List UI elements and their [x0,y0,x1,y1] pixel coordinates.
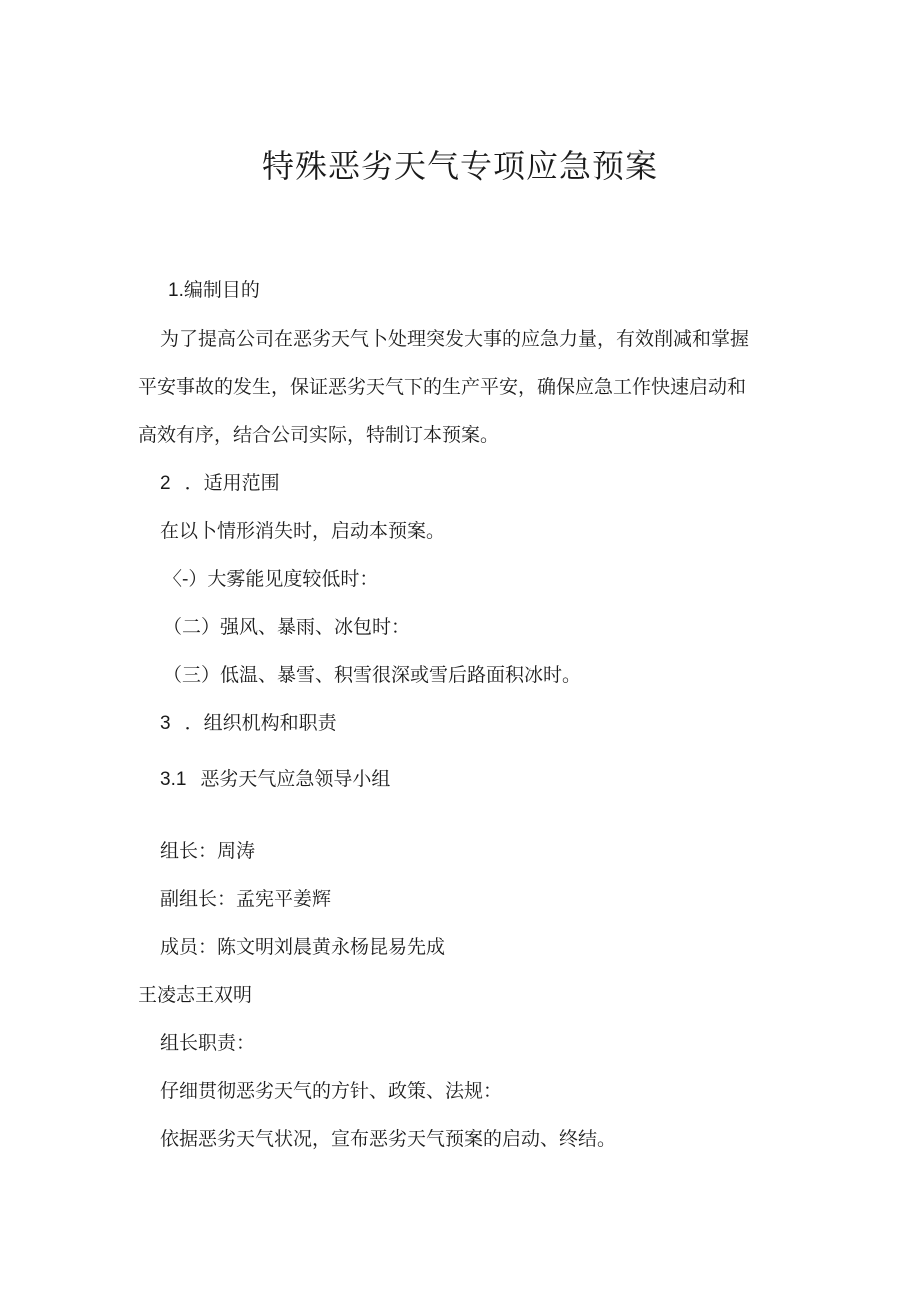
section-1-heading: 1.编制目的 [168,280,260,301]
section-1-paragraph-line-2: 平安事故的发生，保证恶劣天气下的生产平安，确保应急工作快速启动和 [138,376,747,398]
subsection-3-1-text: 恶劣天气应急领导小组 [200,768,391,790]
condition-item-1: 〈-）大雾能见度较低时： [163,568,379,590]
deputy-leader: 副组长：孟宪平姜辉 [160,888,332,910]
members-line-1: 成员：陈文明刘晨黄永杨昆易先成 [160,936,446,958]
section-1-paragraph-line-1: 为了提高公司在恶劣天气卜处理突发大事的应急力量，有效削减和掌握 [160,328,750,350]
duty-item-2: 依据恶劣天气状况，宣布恶劣天气预案的启动、终结。 [160,1128,617,1150]
section-1-paragraph-line-3: 高效有序，结合公司实际，特制订本预案。 [138,424,500,446]
condition-item-2: （二）强风、暴雨、冰包时： [163,616,411,638]
section-3-heading [160,708,337,739]
subsection-3-1-number: 3.1 [160,769,187,790]
condition-item-3: （三）低温、暴雪、积雪很深或雪后路面积冰时。 [163,664,582,686]
section-2-heading-text: ．适用范围 [184,472,280,494]
subsection-3-1-heading [160,764,390,795]
section-2-number: 2 [160,473,171,494]
duty-item-1: 仔细贯彻恶劣天气的方针、政策、法规： [160,1080,503,1102]
section-2-heading [160,468,280,499]
document-title: 特殊恶劣天气专项应急预案 [261,147,658,185]
group-leader: 组长：周涛 [160,840,256,862]
section-3-number: 3 [160,713,171,734]
section-2-intro: 在以卜情形消失时，启动本预案。 [160,520,446,542]
leader-duties-heading: 组长职责： [160,1032,256,1054]
section-3-heading-text: ．组织机构和职责 [184,712,337,734]
members-line-2: 王凌志王双明 [138,984,253,1006]
